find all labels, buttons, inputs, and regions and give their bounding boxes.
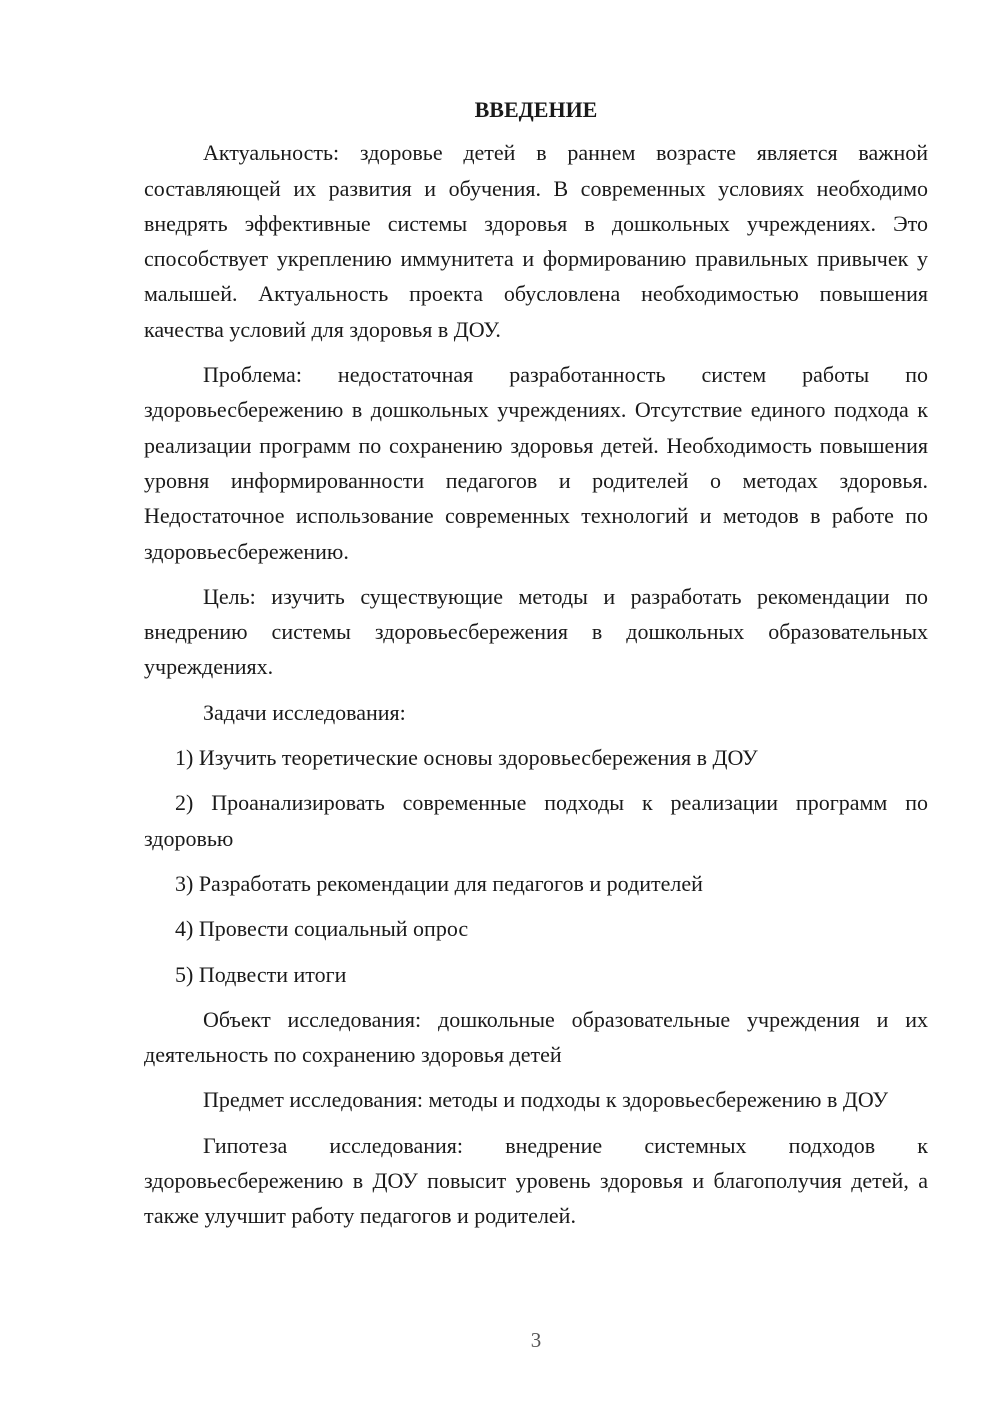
paragraph-subject: Предмет исследования: методы и подходы к здоровьесбережению в ДОУ (203, 1087, 889, 1113)
paragraph-relevance: Актуальность: здоровье детей в раннем возрасте является важной составляющей их развития и обучения. В современных условиях необходимо внедрять эффективные системы здоровья в дошкольных учреждениях. Это способствует укреплению иммунитета и формированию правильных привычек у малышей. Актуальность проекта обусловлена необходимостью повышения качества условий для здоровья в ДОУ. (144, 140, 928, 342)
document-page (144, 92, 928, 1244)
page-number: 3 (530, 1328, 542, 1352)
task-item-2: 2) Проанализировать современные подходы к реализации программ по здоровью (144, 790, 928, 851)
paragraph-object: Объект исследования: дошкольные образовательные учреждения и их деятельность по сохранению здоровья детей (144, 1006, 928, 1068)
tasks-heading: Задачи исследования: (203, 699, 406, 725)
task-item-5: 5) Подвести итоги (175, 961, 347, 987)
paragraph-problem: Проблема: недостаточная разработанность систем работы по здоровьесбережению в дошкольных учреждениях. Отсутствие единого подхода к реализации программ по сохранению здоровья детей. Необходимость повышения уровня информированности педагогов и родителей о методах здоровья. Недостаточное использование современных технологий и методов в работе по здоровьесбережению. (144, 362, 928, 564)
task-item-4: 4) Провести социальный опрос (175, 916, 469, 942)
paragraph-goal: Цель: изучить существующие методы и разработать рекомендации по внедрению системы здоровьесбережения в дошкольных образовательных учреждениях. (144, 583, 928, 680)
page-title: ВВЕДЕНИЕ (474, 97, 598, 122)
task-item-3: 3) Разработать рекомендации для педагогов и родителей (175, 870, 703, 896)
paragraph-hypothesis: Гипотеза исследования: внедрение системных подходов к здоровьесбережению в ДОУ повысит уровень здоровья и благополучия детей, а также улучшит работу педагогов и родителей. (144, 1132, 928, 1229)
task-item-1: 1) Изучить теоретические основы здоровьесбережения в ДОУ (175, 745, 758, 771)
